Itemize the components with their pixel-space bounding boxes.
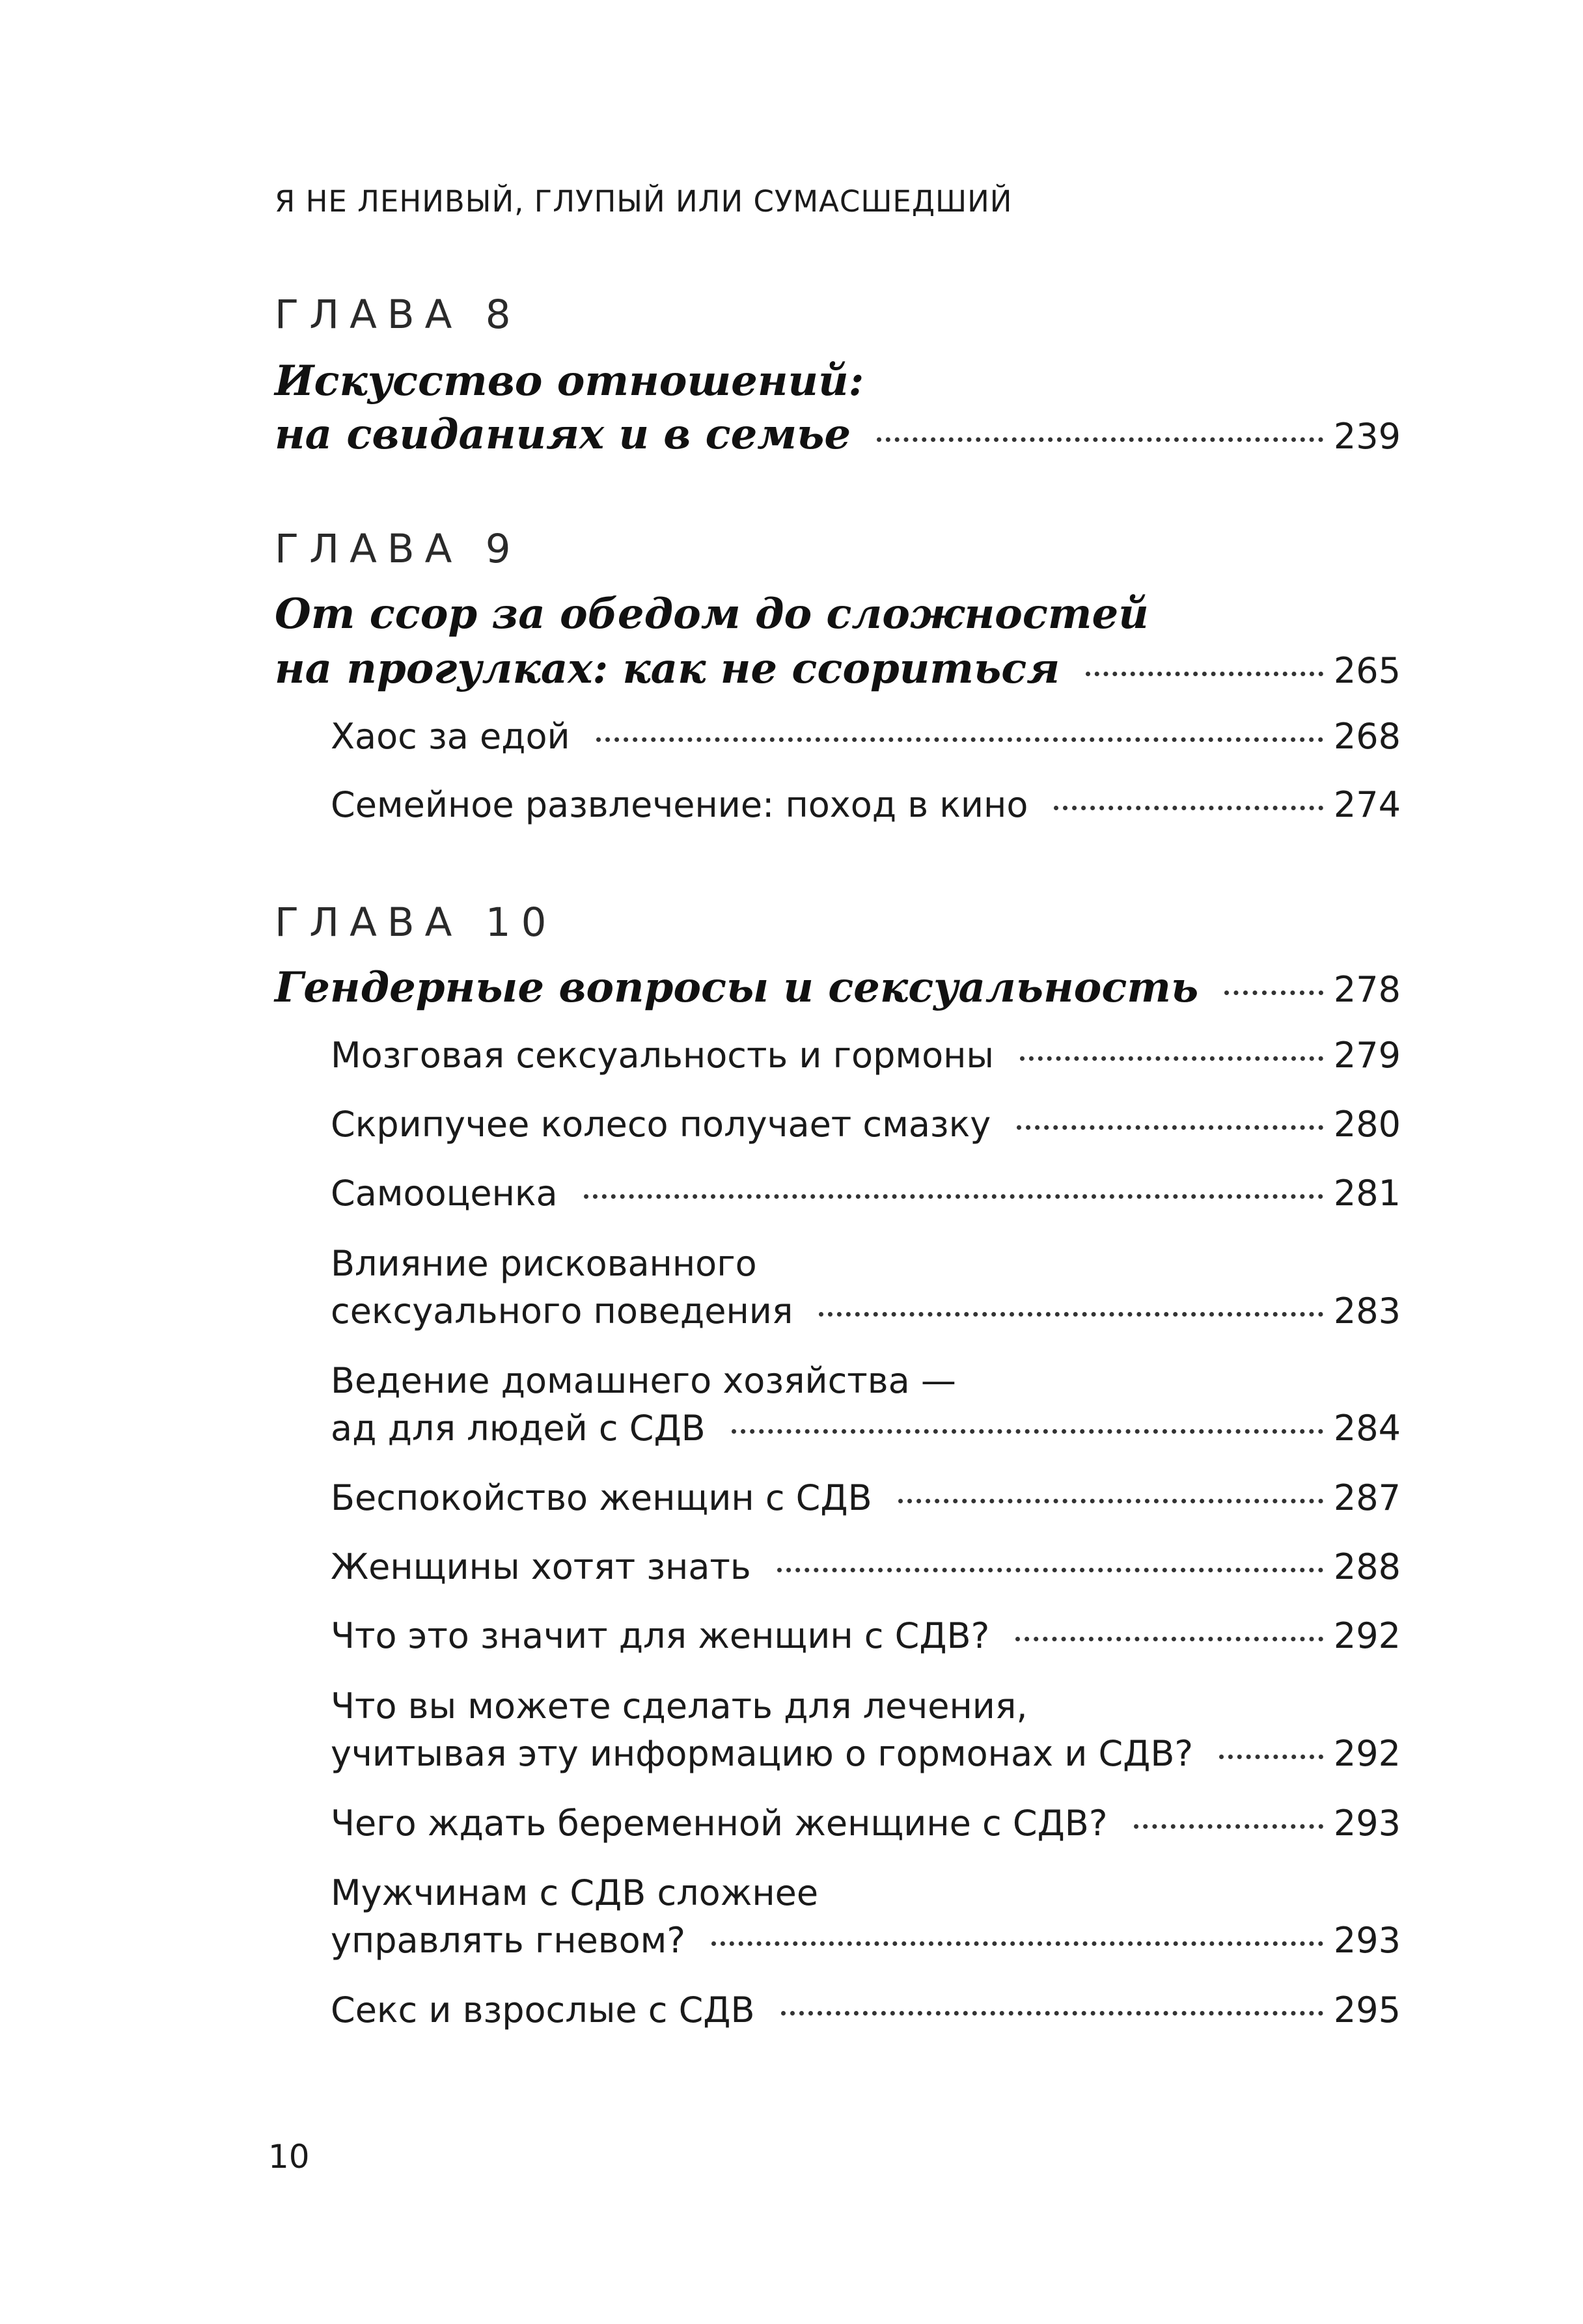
- section-title-line-1: Что вы можете сделать для лечения,: [331, 1686, 1028, 1727]
- toc-entry-family-cinema[interactable]: [331, 784, 1401, 825]
- page-number: 268: [1333, 716, 1401, 757]
- dot-leader: [819, 1312, 1323, 1317]
- page-number: 281: [1333, 1173, 1401, 1214]
- chapter-8-title-line-2: на свиданиях и в семье: [275, 410, 851, 459]
- toc-entry-chaos-at-meals[interactable]: [331, 716, 1401, 757]
- toc-entry-risky-behavior[interactable]: [331, 1291, 1401, 1332]
- dot-leader: [732, 1429, 1323, 1434]
- page-number: 239: [1333, 416, 1401, 457]
- toc-entry-self-esteem[interactable]: [331, 1173, 1401, 1214]
- chapter-8-title-line-1: Искусство отношений:: [275, 357, 864, 405]
- section-title: Беспокойство женщин с СДВ: [331, 1477, 872, 1518]
- page-number: 279: [1333, 1035, 1401, 1076]
- section-title: сексуального поведения: [331, 1291, 793, 1332]
- page-number: 293: [1333, 1803, 1401, 1844]
- page-number: 293: [1333, 1920, 1401, 1961]
- chapter-8-label: ГЛАВА 8: [275, 292, 521, 338]
- page-number: 292: [1333, 1615, 1401, 1656]
- toc-entry-anger[interactable]: [331, 1920, 1401, 1961]
- section-title: Что это значит для женщин с СДВ?: [331, 1615, 990, 1656]
- section-title: Женщины хотят знать: [331, 1546, 751, 1587]
- dot-leader: [1017, 1125, 1323, 1130]
- dot-leader: [877, 437, 1323, 442]
- page-number: 278: [1333, 969, 1401, 1010]
- toc-entry-housekeeping[interactable]: [331, 1408, 1401, 1449]
- chapter-9-title-line-1: От ссор за обедом до сложностей: [275, 590, 1149, 638]
- page-number: 284: [1333, 1408, 1401, 1449]
- page-number: 288: [1333, 1546, 1401, 1587]
- dot-leader: [711, 1941, 1323, 1946]
- dot-leader: [1224, 991, 1323, 995]
- toc-entry-treatment[interactable]: [331, 1733, 1401, 1774]
- dot-leader: [898, 1499, 1323, 1503]
- dot-leader: [584, 1194, 1323, 1199]
- section-title: Чего ждать беременной женщине с СДВ?: [331, 1803, 1108, 1844]
- dot-leader: [1015, 1637, 1323, 1641]
- section-title: Самооценка: [331, 1173, 558, 1214]
- dot-leader: [777, 1568, 1323, 1572]
- section-title: ад для людей с СДВ: [331, 1408, 706, 1449]
- toc-entry-squeaky-wheel[interactable]: [331, 1104, 1401, 1145]
- page-number: 287: [1333, 1477, 1401, 1518]
- toc-entry-sex-adults[interactable]: [331, 1989, 1401, 2030]
- toc-entry-chapter-9[interactable]: [275, 644, 1401, 693]
- toc-entry-chapter-10[interactable]: [275, 963, 1401, 1012]
- section-title-line-1: Мужчинам с СДВ сложнее: [331, 1872, 819, 1913]
- dot-leader: [1134, 1824, 1323, 1829]
- toc-entry-pregnancy[interactable]: [331, 1803, 1401, 1844]
- section-title-line-1: Влияние рискованного: [331, 1243, 757, 1284]
- toc-entry-women-want-to-know[interactable]: [331, 1546, 1401, 1587]
- section-title: управлять гневом?: [331, 1920, 686, 1961]
- section-title: Секс и взрослые с СДВ: [331, 1989, 755, 2030]
- running-head: Я НЕ ЛЕНИВЫЙ, ГЛУПЫЙ ИЛИ СУМАСШЕДШИЙ: [275, 184, 1013, 219]
- page-number: 280: [1333, 1104, 1401, 1145]
- chapter-9-label: ГЛАВА 9: [275, 526, 521, 572]
- chapter-10-title: Гендерные вопросы и сексуальность: [275, 963, 1199, 1012]
- dot-leader: [781, 2011, 1323, 2016]
- dot-leader: [1020, 1056, 1323, 1061]
- dot-leader: [1086, 672, 1323, 676]
- toc-entry-chapter-8[interactable]: [275, 410, 1401, 459]
- dot-leader: [1219, 1755, 1323, 1759]
- page-number: 265: [1333, 650, 1401, 691]
- page-number: 274: [1333, 784, 1401, 825]
- section-title: Мозговая сексуальность и гормоны: [331, 1035, 995, 1076]
- page-number: 295: [1333, 1989, 1401, 2030]
- chapter-9-title-line-2: на прогулках: как не ссориться: [275, 644, 1060, 693]
- toc-entry-brain-sexuality[interactable]: [331, 1035, 1401, 1076]
- page-number: 283: [1333, 1291, 1401, 1332]
- section-title: Семейное развлечение: поход в кино: [331, 784, 1028, 825]
- section-title: Хаос за едой: [331, 716, 570, 757]
- page-number: 292: [1333, 1733, 1401, 1774]
- section-title: Скрипучее колесо получает смазку: [331, 1104, 991, 1145]
- section-title: учитывая эту информацию о гормонах и СДВ?: [331, 1733, 1194, 1774]
- section-title-line-1: Ведение домашнего хозяйства —: [331, 1360, 956, 1401]
- page-folio: 10: [268, 2138, 310, 2176]
- toc-entry-what-it-means[interactable]: [331, 1615, 1401, 1656]
- dot-leader: [596, 737, 1323, 742]
- dot-leader: [1054, 806, 1323, 810]
- toc-entry-women-anxiety[interactable]: [331, 1477, 1401, 1518]
- chapter-10-label: ГЛАВА 10: [275, 899, 557, 946]
